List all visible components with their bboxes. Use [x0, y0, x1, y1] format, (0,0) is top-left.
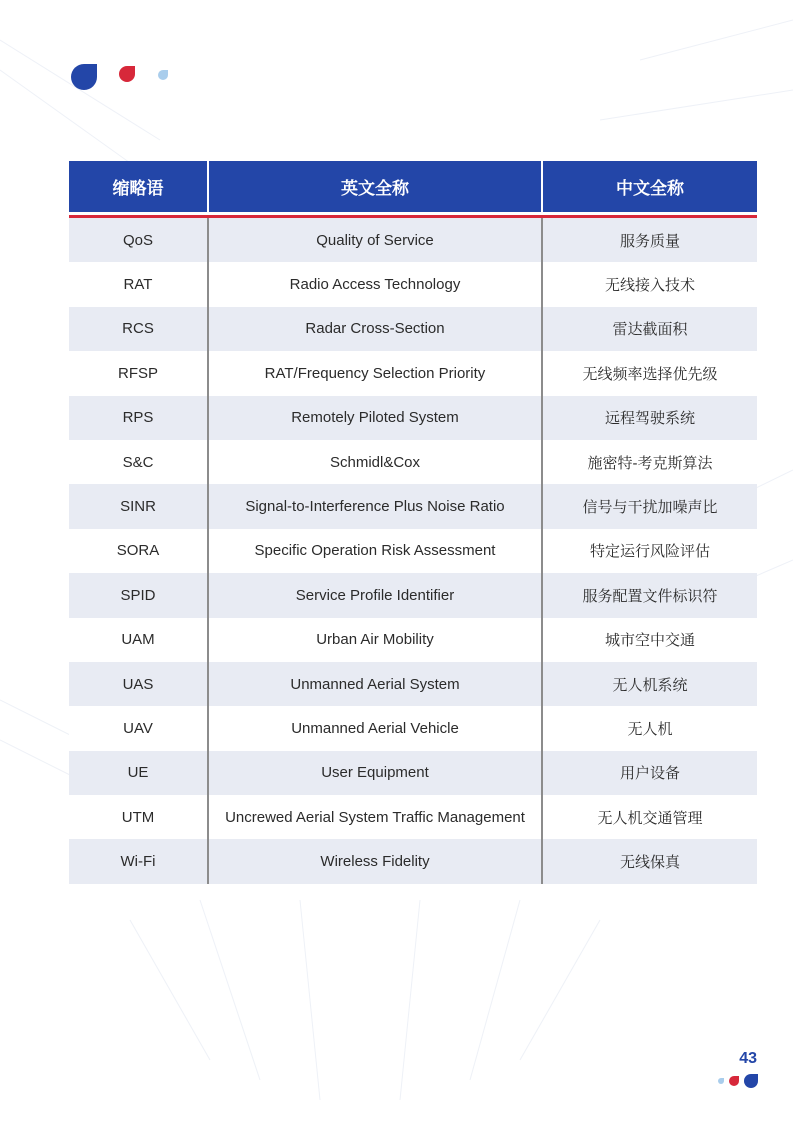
blue-drop-icon: [744, 1074, 758, 1088]
cell-abbreviation: Wi-Fi: [69, 839, 208, 883]
cell-chinese-name: 特定运行风险评估: [542, 529, 757, 573]
table-row: [69, 440, 757, 484]
cell-english-name: Remotely Piloted System: [208, 396, 542, 440]
cell-english-name: Unmanned Aerial Vehicle: [208, 706, 542, 750]
cell-abbreviation: UAV: [69, 706, 208, 750]
light-drop-icon: [158, 70, 168, 80]
cell-abbreviation: S&C: [69, 440, 208, 484]
table-row: [69, 218, 757, 262]
table-row: [69, 618, 757, 662]
cell-chinese-name: 服务质量: [542, 218, 757, 262]
cell-chinese-name: 无线接入技术: [542, 262, 757, 306]
cell-chinese-name: 用户设备: [542, 751, 757, 795]
cell-chinese-name: 远程驾驶系统: [542, 396, 757, 440]
table-row: [69, 662, 757, 706]
cell-chinese-name: 雷达截面积: [542, 307, 757, 351]
cell-abbreviation: SINR: [69, 484, 208, 528]
table-row: [69, 573, 757, 617]
cell-english-name: Schmidl&Cox: [208, 440, 542, 484]
cell-english-name: Radio Access Technology: [208, 262, 542, 306]
cell-english-name: Unmanned Aerial System: [208, 662, 542, 706]
table-row: [69, 795, 757, 839]
abbreviation-table: [69, 161, 757, 884]
page-number: 43: [739, 1050, 757, 1067]
blue-drop-icon: [71, 64, 97, 90]
cell-abbreviation: RFSP: [69, 351, 208, 395]
cell-english-name: Quality of Service: [208, 218, 542, 262]
table-row: [69, 751, 757, 795]
table-row: [69, 839, 757, 883]
cell-abbreviation: UE: [69, 751, 208, 795]
cell-abbreviation: UAM: [69, 618, 208, 662]
cell-chinese-name: 无线保真: [542, 839, 757, 883]
header-english-name: 英文全称: [208, 161, 542, 214]
cell-english-name: Service Profile Identifier: [208, 573, 542, 617]
cell-chinese-name: 无人机系统: [542, 662, 757, 706]
light-drop-icon: [718, 1078, 724, 1084]
cell-english-name: Specific Operation Risk Assessment: [208, 529, 542, 573]
table-header-row: [69, 161, 757, 214]
cell-chinese-name: 服务配置文件标识符: [542, 573, 757, 617]
cell-english-name: Urban Air Mobility: [208, 618, 542, 662]
cell-abbreviation: SPID: [69, 573, 208, 617]
cell-abbreviation: RCS: [69, 307, 208, 351]
cell-chinese-name: 信号与干扰加噪声比: [542, 484, 757, 528]
red-drop-icon: [729, 1076, 739, 1086]
cell-english-name: Uncrewed Aerial System Traffic Management: [208, 795, 542, 839]
cell-abbreviation: UAS: [69, 662, 208, 706]
header-chinese-name: 中文全称: [542, 161, 757, 214]
cell-chinese-name: 城市空中交通: [542, 618, 757, 662]
table-row: [69, 706, 757, 750]
cell-chinese-name: 无人机交通管理: [542, 795, 757, 839]
cell-abbreviation: RAT: [69, 262, 208, 306]
red-drop-icon: [119, 66, 135, 82]
cell-abbreviation: UTM: [69, 795, 208, 839]
table-row: [69, 529, 757, 573]
table-row: [69, 484, 757, 528]
table-row: [69, 262, 757, 306]
cell-english-name: RAT/Frequency Selection Priority: [208, 351, 542, 395]
drop-icons: [67, 62, 177, 92]
table-row: [69, 396, 757, 440]
cell-abbreviation: RPS: [69, 396, 208, 440]
header-abbreviation: 缩略语: [69, 161, 208, 214]
drop-icons: [717, 1073, 759, 1089]
cell-abbreviation: SORA: [69, 529, 208, 573]
cell-english-name: Signal-to-Interference Plus Noise Ratio: [208, 484, 542, 528]
cell-english-name: Wireless Fidelity: [208, 839, 542, 883]
table-row: [69, 307, 757, 351]
cell-chinese-name: 无人机: [542, 706, 757, 750]
cell-english-name: User Equipment: [208, 751, 542, 795]
cell-english-name: Radar Cross-Section: [208, 307, 542, 351]
cell-chinese-name: 施密特-考克斯算法: [542, 440, 757, 484]
table-row: [69, 351, 757, 395]
cell-abbreviation: QoS: [69, 218, 208, 262]
cell-chinese-name: 无线频率选择优先级: [542, 351, 757, 395]
